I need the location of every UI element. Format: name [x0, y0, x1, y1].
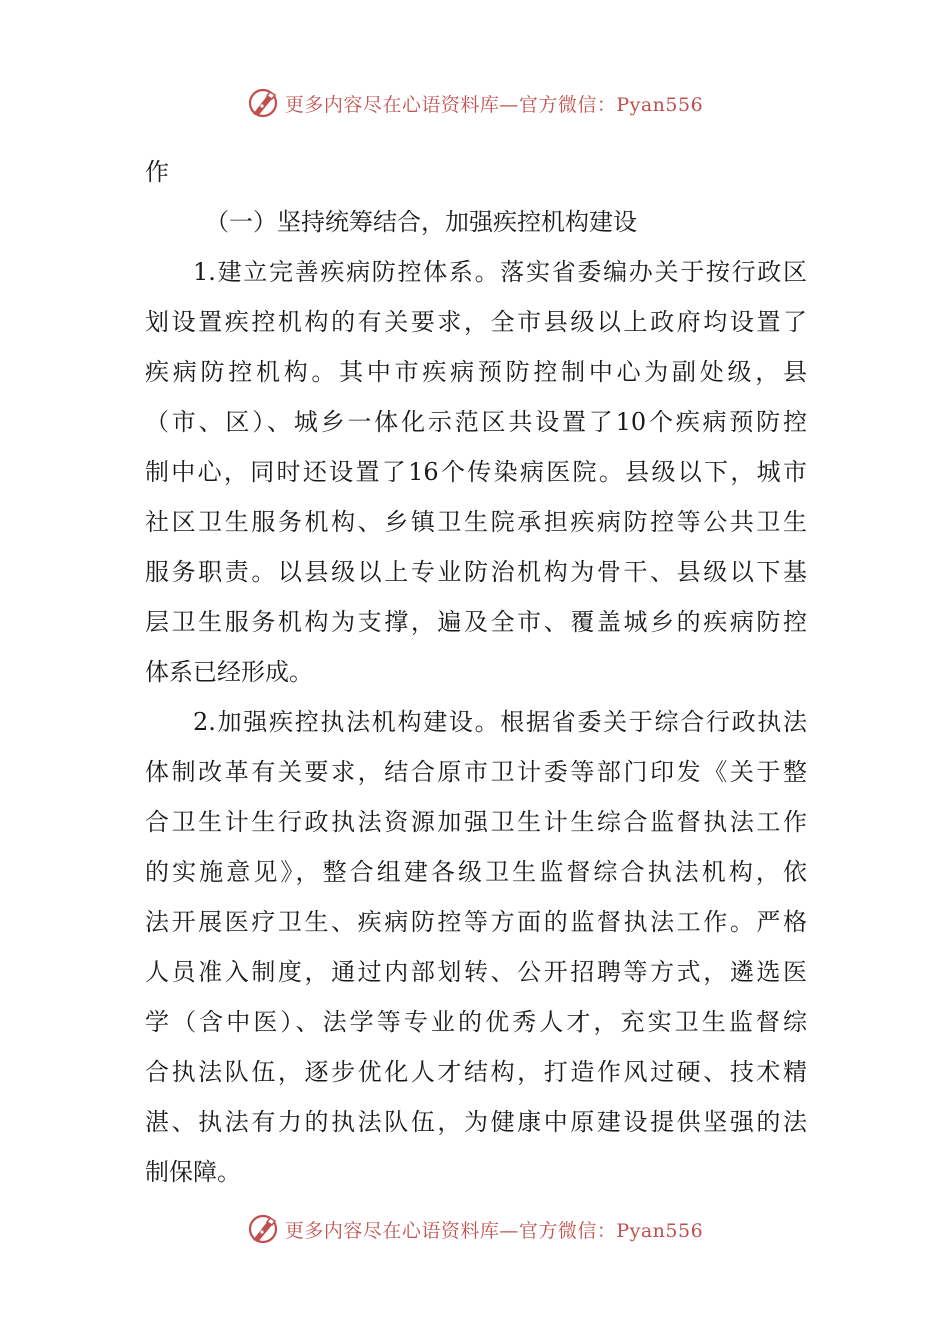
text-line: 制中心，同时还设置了16个传染病医院。县级以下，城市 [145, 458, 807, 486]
text-line: 湛、执法有力的执法队伍，为健康中原建设提供坚强的法 [145, 1108, 807, 1136]
text-line: 合执法队伍，逐步优化人才结构，打造作风过硬、技术精 [145, 1058, 807, 1086]
footer-banner-text: 更多内容尽在心语资料库—官方微信：Pyan556 [284, 1219, 704, 1242]
text-line: 层卫生服务机构为支撑，遍及全市、覆盖城乡的疾病防控 [145, 608, 807, 636]
text-line: 人员准入制度，通过内部划转、公开招聘等方式，遴选医 [145, 958, 807, 986]
text-line: 学（含中医）、法学等专业的优秀人才，充实卫生监督综 [145, 1008, 807, 1036]
text-line: 体系已经形成。 [145, 658, 313, 686]
text-line: 合卫生计生行政执法资源加强卫生计生综合监督执法工作 [145, 808, 807, 836]
text-line: 2.加强疾控执法机构建设。根据省委关于综合行政执法 [193, 708, 807, 736]
pen-nib-logo-icon [247, 87, 279, 119]
text-line: 体制改革有关要求，结合原市卫计委等部门印发《关于整 [145, 758, 807, 786]
pen-nib-logo-icon [247, 1213, 279, 1245]
text-line: 法开展医疗卫生、疾病防控等方面的监督执法工作。严格 [145, 908, 807, 936]
text-line: 1.建立完善疾病防控体系。落实省委编办关于按行政区 [193, 258, 807, 286]
text-line: 作 [145, 158, 169, 186]
document-body [145, 147, 807, 1197]
header-banner-text: 更多内容尽在心语资料库—官方微信：Pyan556 [284, 93, 704, 116]
text-line: 社区卫生服务机构、乡镇卫生院承担疾病防控等公共卫生 [145, 508, 807, 536]
footer-banner [0, 1209, 950, 1249]
text-line: 制保障。 [145, 1158, 241, 1186]
text-line: 划设置疾控机构的有关要求，全市县级以上政府均设置了 [145, 308, 807, 336]
text-line: 的实施意见》，整合组建各级卫生监督综合执法机构，依 [145, 858, 807, 886]
header-banner [0, 83, 950, 123]
text-line: （一）坚持统筹结合，加强疾控机构建设 [205, 208, 637, 236]
text-line: （市、区）、城乡一体化示范区共设置了10个疾病预防控 [145, 408, 807, 436]
text-line: 疾病防控机构。其中市疾病预防控制中心为副处级，县 [145, 358, 807, 386]
text-line: 服务职责。以县级以上专业防治机构为骨干、县级以下基 [145, 558, 807, 586]
